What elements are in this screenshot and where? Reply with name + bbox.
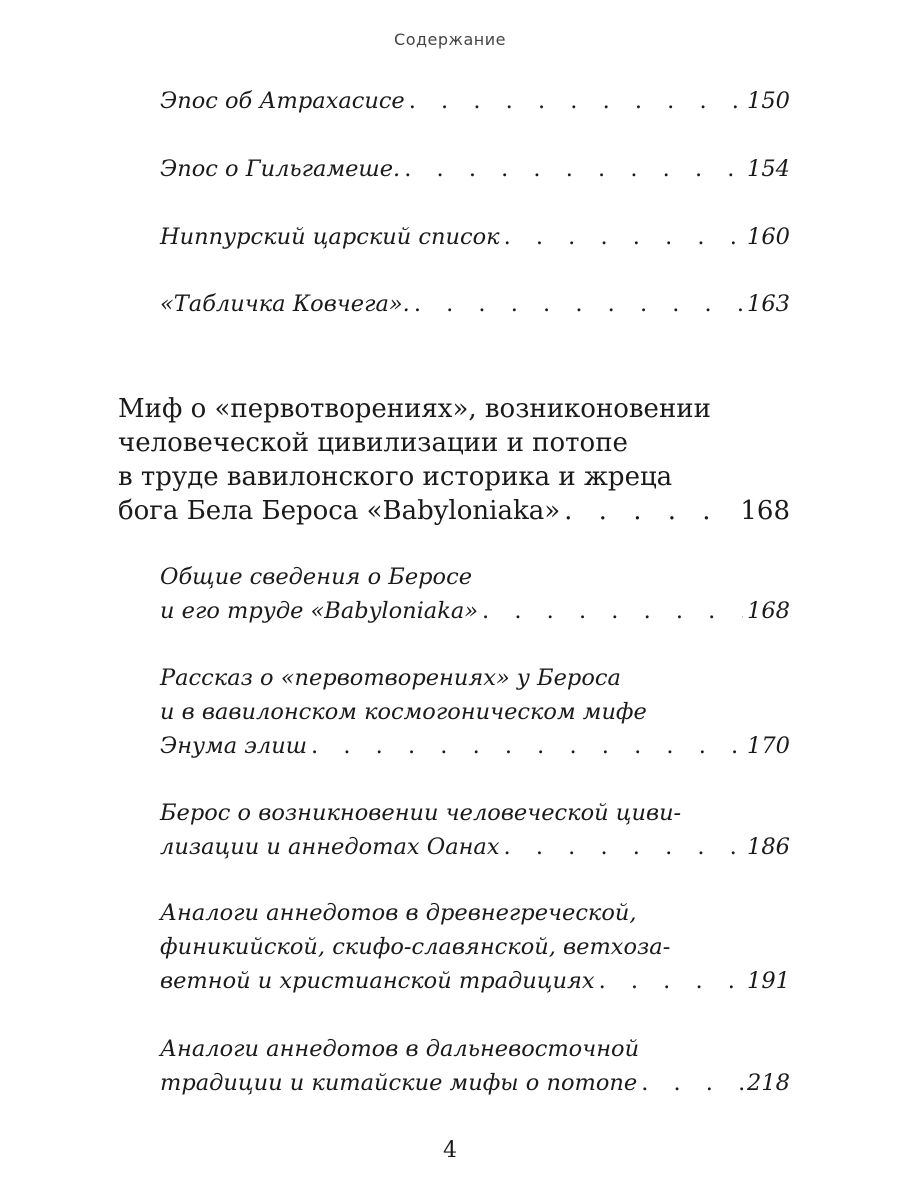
toc-entry-berossus-general bbox=[160, 564, 790, 632]
toc-line bbox=[160, 900, 790, 934]
toc-entry-civilization-annedotes bbox=[160, 800, 790, 868]
toc-entry-first-creations bbox=[160, 665, 790, 767]
toc-entry-analogues-far-east bbox=[160, 1036, 790, 1104]
toc-entry-title-line: традиции и китайские мифы о потопе bbox=[160, 1070, 638, 1096]
toc-line bbox=[160, 699, 790, 733]
toc-line bbox=[118, 394, 790, 428]
toc-line bbox=[160, 1070, 790, 1104]
leader-dots bbox=[482, 598, 743, 624]
toc-line bbox=[118, 462, 790, 496]
leader-dots bbox=[564, 496, 736, 526]
toc-entry-title: Эпос об Атрахасисе bbox=[160, 88, 405, 114]
leader-dots bbox=[599, 968, 743, 994]
toc-page-number: 163 bbox=[747, 291, 790, 317]
toc-entry-title-line: Берос о возникновении человеческой циви- bbox=[160, 800, 682, 826]
leader-dots bbox=[414, 291, 743, 317]
toc-entry-gilgamesh bbox=[160, 156, 790, 190]
toc-line bbox=[160, 834, 790, 868]
toc-entry-title-line: финикийской, скифо-славянской, ветхоза- bbox=[160, 934, 671, 960]
toc-page-number: 150 bbox=[747, 88, 790, 114]
toc-line bbox=[160, 665, 790, 699]
toc-entry-title-line: ветной и христианской традициях bbox=[160, 968, 595, 994]
toc-page-number: 218 bbox=[747, 1070, 790, 1096]
toc-entry-title: «Табличка Ковчега». bbox=[160, 291, 410, 317]
toc-entry-nippur-king-list bbox=[160, 224, 790, 258]
toc-entry-title-line: человеческой цивилизации и потопе bbox=[118, 428, 628, 458]
leader-dots bbox=[641, 1070, 743, 1096]
toc-entry-title-line: Общие сведения о Беросе bbox=[160, 564, 473, 590]
toc-page-number: 154 bbox=[747, 156, 790, 182]
leader-dots bbox=[504, 834, 744, 860]
toc-line bbox=[160, 564, 790, 598]
toc-page-number: 168 bbox=[747, 598, 790, 624]
toc-entry-title: Эпос о Гильгамеше. bbox=[160, 156, 401, 182]
toc-entry-title-line: и его труде «Babyloniaka» bbox=[160, 598, 479, 624]
toc-entry-title-line: бога Бела Бероса «Babyloniaka» bbox=[118, 496, 561, 526]
toc-line bbox=[118, 428, 790, 462]
toc-page-number: 160 bbox=[747, 224, 790, 250]
toc-entry-title-line: лизации и аннедотах Оанах bbox=[160, 834, 500, 860]
toc-line bbox=[160, 733, 790, 767]
toc-entry-title-line: Энума элиш bbox=[160, 733, 308, 759]
toc-line bbox=[160, 291, 790, 325]
toc-entry-ark-tablet bbox=[160, 291, 790, 325]
toc-line bbox=[160, 598, 790, 632]
toc-entry-title-line: Миф о «первотворениях», возниконовении bbox=[118, 394, 711, 424]
toc-page-number: 186 bbox=[747, 834, 790, 860]
leader-dots bbox=[409, 88, 743, 114]
leader-dots bbox=[404, 156, 743, 182]
toc-entry-title: Ниппурский царский список bbox=[160, 224, 500, 250]
running-head: Содержание bbox=[394, 30, 506, 49]
toc-entry-atrahasis bbox=[160, 88, 790, 122]
toc-entry-title-line: Рассказ о «первотворениях» у Бероса bbox=[160, 665, 621, 691]
toc-page-number: 170 bbox=[747, 733, 790, 759]
toc-entry-berossus-chapter bbox=[118, 394, 790, 530]
toc-entry-title-line: и в вавилонском космогоническом мифе bbox=[160, 699, 647, 725]
toc-line bbox=[160, 934, 790, 968]
toc-entry-title-line: Аналоги аннедотов в дальневосточной bbox=[160, 1036, 640, 1062]
toc-line bbox=[160, 88, 790, 122]
page-number: 4 bbox=[443, 1138, 457, 1163]
leader-dots bbox=[504, 224, 743, 250]
toc-line bbox=[160, 968, 790, 1002]
toc-line bbox=[160, 1036, 790, 1070]
toc-entry-analogues-western bbox=[160, 900, 790, 1002]
toc-page-number: 168 bbox=[740, 496, 790, 526]
toc-line bbox=[160, 800, 790, 834]
toc-entry-title-line: Аналоги аннедотов в древнегреческой, bbox=[160, 900, 637, 926]
toc-line bbox=[160, 224, 790, 258]
toc-page-number: 191 bbox=[747, 968, 790, 994]
toc-line bbox=[160, 156, 790, 190]
leader-dots bbox=[311, 733, 743, 759]
toc-entry-title-line: в труде вавилонского историка и жреца bbox=[118, 462, 673, 492]
toc-line bbox=[118, 496, 790, 530]
